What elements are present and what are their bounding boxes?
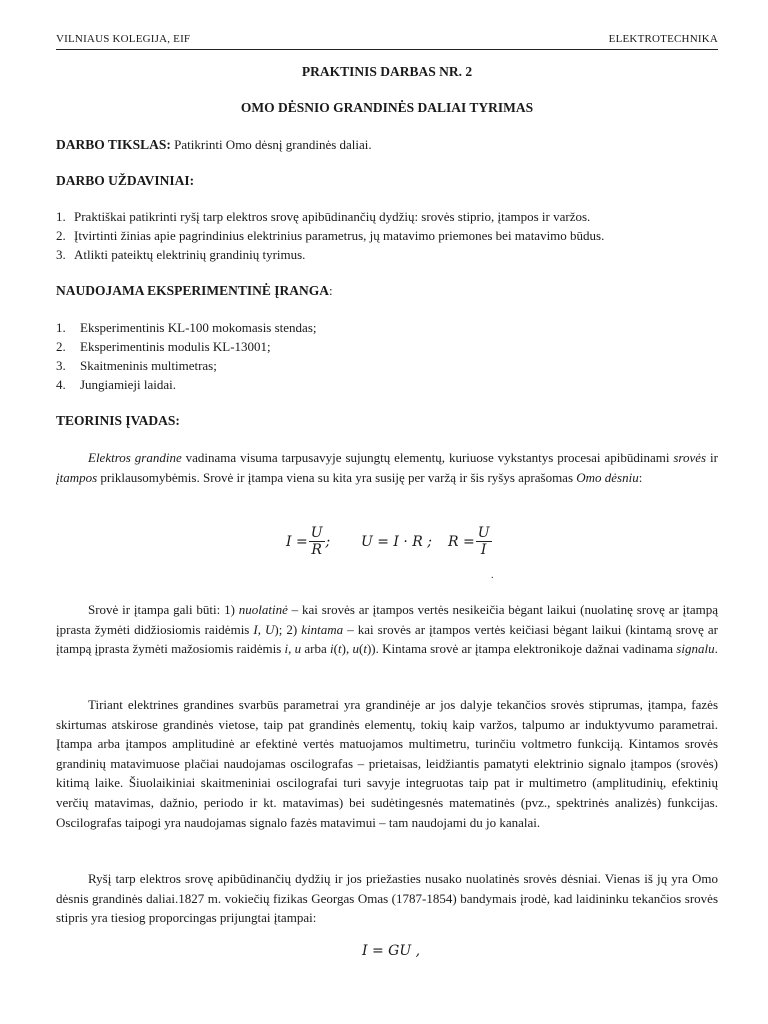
equipment-number: 1.: [56, 320, 66, 335]
text-run: vadinama visuma tarpusavyje sujungtų elementų, kuriuose vykstantys procesai apibūdinami: [181, 450, 674, 465]
text-run: ),: [341, 641, 353, 657]
symbol-i: i: [330, 641, 334, 657]
numerator: U: [310, 525, 323, 541]
stray-dot: .: [491, 570, 494, 581]
term-voltage: įtampos: [56, 469, 98, 485]
equipment-number: 2.: [56, 339, 66, 354]
equipment-text: Jungiamieji laidai.: [80, 377, 177, 392]
symbol-t: t: [363, 641, 367, 657]
fraction: [309, 525, 325, 558]
text-run: (: [358, 641, 364, 657]
ohms-law-formulas: [56, 525, 718, 565]
symbol-i: i: [284, 641, 289, 657]
task-number: 2.: [56, 228, 66, 243]
text-run: .: [714, 641, 718, 657]
equipment-item: [56, 358, 217, 374]
tasks-heading: DARBO UŽDAVINIAI:: [56, 173, 195, 188]
formula-resistance: [448, 525, 493, 558]
goal-text: Patikrinti Omo dėsnį grandinės daliai.: [170, 137, 372, 152]
text-run: (: [333, 641, 338, 657]
theory-paragraph-4: Ryšį tarp elektros srovę apibūdinančių dydžių ir jos priežasties nusako nuolatinės srovės dėsniai. Vienas iš jų yra Omo dėsnis grandinės daliai.1827 m. vokiečių fizikas Georgas Omas (1787-1854) bandymais įrodė, kad laidininku tekančios srovės stipris yra tiesiog proporcingas prijungtai įtampai:: [56, 871, 718, 926]
task-number: 3.: [56, 247, 66, 262]
equipment-text: Eksperimentinis KL-100 mokomasis stendas;: [80, 320, 317, 335]
equipment-item: [56, 320, 317, 336]
text-run: priklausomybėmis. Srovė ir įtampa viena su kita yra susiję per varžą ir šis ryšys aprašomas: [97, 469, 577, 485]
goal-label: DARBO TIKSLAS:: [56, 137, 171, 152]
term-electric-circuit: Elektros grandine: [88, 450, 182, 465]
text-run: arba: [301, 641, 331, 657]
denominator: I: [480, 542, 487, 558]
equipment-item: [56, 377, 176, 393]
theory-paragraph-1: [56, 448, 718, 487]
term-current: srovės: [673, 450, 707, 465]
theory-paragraph-3: Tiriant elektrines grandines svarbūs parametrai yra grandinėje ar jos dalyje tekančios srovės stiprumas, įtampa, fazės skirtumas atskirose grandinės vietose, taip pat grandinės elementų, tokių kaip varžos, talpumo ar induktyvumo parametrai. Įtampa arba įtampos amplitudinė ar efektinė vertės matuojamos multimetru, turinčiu voltmetro funkciją. Kintamos srovės grandinių matavimuose plačiai naudojamas oscilografas – prietaisas, leidžiantis pamatyti elektrinio signalo įtampos (srovės) kitimą laike. Šiuolaikiniai skaitmeniniai oscilografai turi savyje integruotas taip pat ir multimetro (amplitudinių, efektinių verčių matavimas, dažnio, periodo ir kt. matavimas) bei sudėtingesnės matematinės (pvz., spektrinės analizės) funkcijas. Oscilografas taipogi yra naudojamas signalo fazės matavimui – tam naudojami du jo kanalai.: [56, 697, 718, 830]
formula-current: [286, 525, 330, 558]
denominator: R: [311, 542, 322, 558]
header-subject: ELEKTROTECHNIKA: [608, 33, 718, 45]
symbol-u: u: [352, 641, 359, 657]
text-run: Srovė ir įtampa gali būti: 1): [88, 602, 239, 617]
formula-tail: ;: [325, 533, 331, 550]
symbol-t: t: [338, 641, 342, 657]
equipment-colon: :: [329, 283, 333, 298]
theory-paragraph-2: [56, 600, 718, 659]
text-run: ,: [288, 641, 295, 657]
fraction: [476, 525, 492, 558]
equipment-text: Skaitmeninis multimetras;: [80, 358, 217, 373]
task-number: 1.: [56, 209, 66, 224]
task-item: [56, 228, 604, 244]
numerator: U: [477, 525, 490, 541]
task-item: [56, 247, 305, 263]
equipment-item: [56, 339, 271, 355]
symbol-capital: I, U: [253, 621, 275, 637]
goal-line: [56, 137, 718, 153]
task-item: [56, 209, 590, 225]
term-direct: nuolatinė: [238, 602, 288, 617]
text-run: :: [638, 469, 643, 485]
formula-voltage: U = I · R ;: [361, 534, 433, 550]
work-title: OMO DĖSNIO GRANDINĖS DALIAI TYRIMAS: [240, 100, 534, 115]
term-signal: signalu: [676, 641, 715, 657]
equipment-label: NAUDOJAMA EKSPERIMENTINĖ ĮRANGA: [56, 283, 330, 298]
equipment-number: 3.: [56, 358, 66, 373]
header-institution: VILNIAUS KOLEGIJA, EIF: [56, 33, 191, 45]
equipment-text: Eksperimentinis modulis KL-13001;: [80, 339, 271, 354]
text-run: )). Kintama srovė ar įtampa elektronikoje dažnai vadinama: [366, 641, 677, 657]
equipment-heading: [56, 283, 718, 299]
task-text: Praktiškai patikrinti ryšį tarp elektros srovę apibūdinančių dydžių: srovės stiprio, įtampos ir varžos.: [74, 209, 591, 224]
work-number-title: PRAKTINIS DARBAS NR. 2: [301, 64, 473, 79]
text-run: ); 2): [274, 621, 302, 637]
task-text: Atlikti pateiktų elektrinių grandinių tyrimus.: [74, 247, 306, 262]
theory-heading: TEORINIS ĮVADAS:: [56, 413, 180, 428]
task-text: Įtvirtinti žinias apie pagrindinius elektrinius parametrus, jų matavimo priemones bei matavimo būdus.: [74, 228, 605, 243]
formula-conductance: I = GU ,: [362, 943, 421, 959]
symbol-u: u: [294, 641, 302, 657]
formula-lhs: I =: [286, 533, 308, 550]
text-run: ir: [706, 450, 718, 465]
term-alternating: kintama: [301, 621, 344, 637]
formula-lhs: R =: [448, 533, 475, 550]
equipment-number: 4.: [56, 377, 66, 392]
text-run: – kai srovės ar įtampos vertės keičiasi bėgant laikui (kintamą srovę ar įtampą įprasta žymėti mažosiomis raidėmis: [56, 621, 718, 657]
term-ohms-law: Omo dėsniu: [576, 469, 639, 485]
page-header: [56, 33, 718, 50]
text-run: – kai srovės ar įtampos vertės nesikeičia bėgant laikui (nuolatinę srovę ar įtampą įprasta žymėti didžiosiomis raidėmis: [56, 602, 718, 637]
